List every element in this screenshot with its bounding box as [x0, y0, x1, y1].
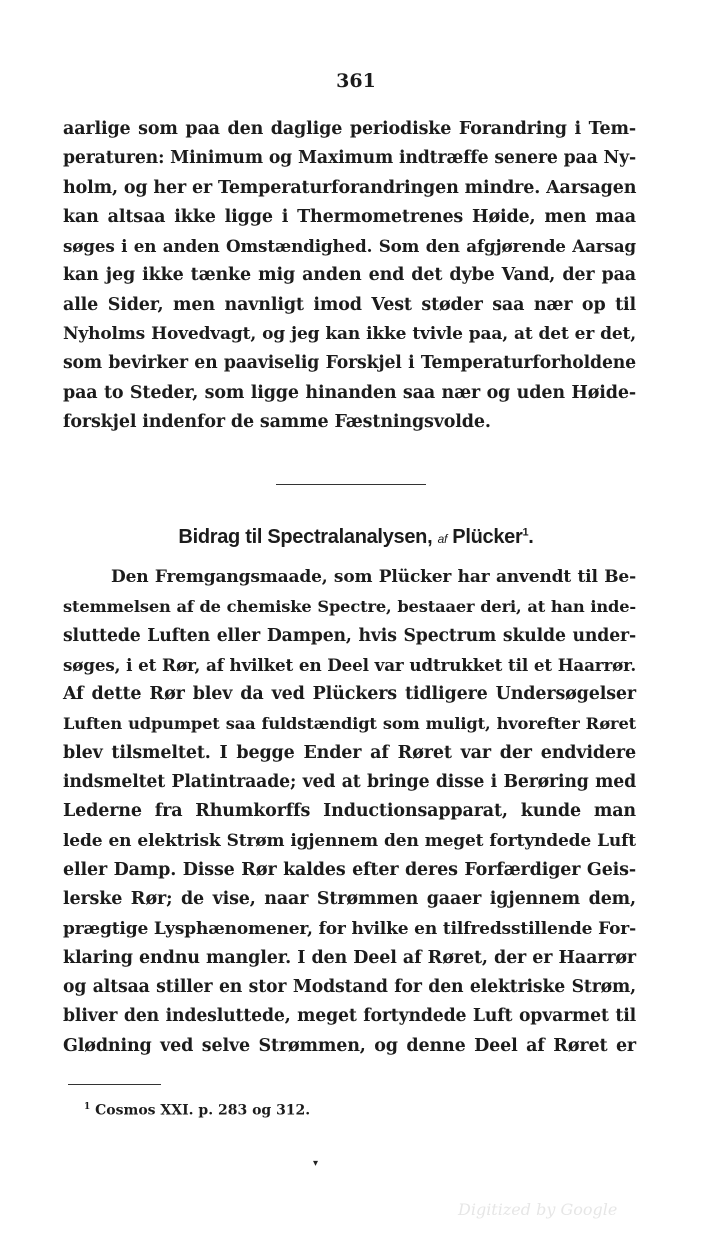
text-line: prægtige Lysphænomener, for hvilke en tilfredsstillende For- [63, 918, 636, 939]
paragraph-spectral-analysis [63, 563, 636, 1061]
text-line: Glødning ved selve Strømmen, og denne Deel af Røret er [63, 1035, 636, 1056]
footnote-reference[interactable]: 1 [522, 526, 529, 539]
text-line: bliver den indesluttede, meget fortyndede Luft opvarmet til [63, 1006, 636, 1027]
text-line: forskjel indenfor de samme Fæstningsvolde. [63, 411, 491, 432]
text-line: kan altsaa ikke ligge i Thermometrenes Høide, men maa [63, 206, 636, 227]
text-line: indsmeltet Platintraade; ved at bringe disse i Berøring med [63, 772, 636, 793]
text-line: som bevirker en paaviselig Forskjel i Temperaturforholdene [63, 353, 636, 374]
footnote-text: Cosmos XXI. p. 283 og 312. [95, 1102, 311, 1119]
text-line: peraturen: Minimum og Maximum indtræffe senere paa Ny- [63, 148, 636, 169]
text-line: Luften udpumpet saa fuldstændigt som muligt, hvorefter Røret [63, 714, 636, 734]
heading-title: Bidrag til Spectralanalysen, [178, 526, 433, 548]
print-mark: ▾ [313, 1158, 319, 1169]
text-line: lerske Rør; de vise, naar Strømmen gaaer igjennem dem, [63, 889, 636, 910]
text-line: blev tilsmeltet. I begge Ender af Røret var der endvidere [63, 742, 636, 763]
text-line: alle Sider, men navnligt imod Vest støder saa nær op til [63, 294, 636, 315]
heading-end: . [528, 526, 534, 548]
text-line: stemmelsen af de chemiske Spectre, bestaaer deri, at han inde- [63, 597, 636, 617]
text-line: aarlige som paa den daglige periodiske Forandring i Tem- [63, 119, 636, 139]
text-line: klaring endnu mangler. I den Deel af Røret, der er Haarrør [63, 947, 636, 968]
heading-by: af [437, 532, 448, 546]
footnote-marker: 1 [84, 1102, 91, 1112]
footnote-rule [68, 1084, 161, 1085]
digitization-watermark: Digitized by Google [458, 1200, 618, 1219]
paragraph-temperature [63, 115, 636, 437]
section-heading [0, 526, 712, 549]
footnote [84, 1102, 310, 1119]
page-number: 361 [336, 70, 376, 92]
section-separator [276, 484, 426, 485]
text-line: søges, i et Rør, af hvilket en Deel var udtrukket til et Haarrør. [63, 654, 636, 675]
text-line: Af dette Rør blev da ved Plückers tidligere Undersøgelser [63, 684, 636, 705]
text-line: kan jeg ikke tænke mig anden end det dybe Vand, der paa [63, 265, 636, 286]
text-line: paa to Steder, som ligge hinanden saa nær og uden Høide- [63, 382, 636, 403]
text-line: holm, og her er Temperaturforandringen mindre. Aarsagen [63, 177, 637, 198]
text-line: Nyholms Hovedvagt, og jeg kan ikke tvivle paa, at det er det, [63, 324, 636, 345]
heading-author: Plücker [452, 526, 523, 548]
text-line: lede en elektrisk Strøm igjennem den meget fortyndede Luft [63, 830, 636, 851]
text-line: Lederne fra Rhumkorffs Inductionsapparat, kunde man [63, 801, 636, 822]
text-line: sluttede Luften eller Dampen, hvis Spectrum skulde under- [63, 625, 636, 646]
text-line: Den Fremgangsmaade, som Plücker har anvendt til Be- [111, 567, 636, 587]
text-line: søges i en anden Omstændighed. Som den afgjørende Aarsag [63, 236, 636, 257]
text-line: og altsaa stiller en stor Modstand for den elektriske Strøm, [63, 977, 636, 998]
text-line: eller Damp. Disse Rør kaldes efter deres Forfærdiger Geis- [63, 859, 636, 880]
